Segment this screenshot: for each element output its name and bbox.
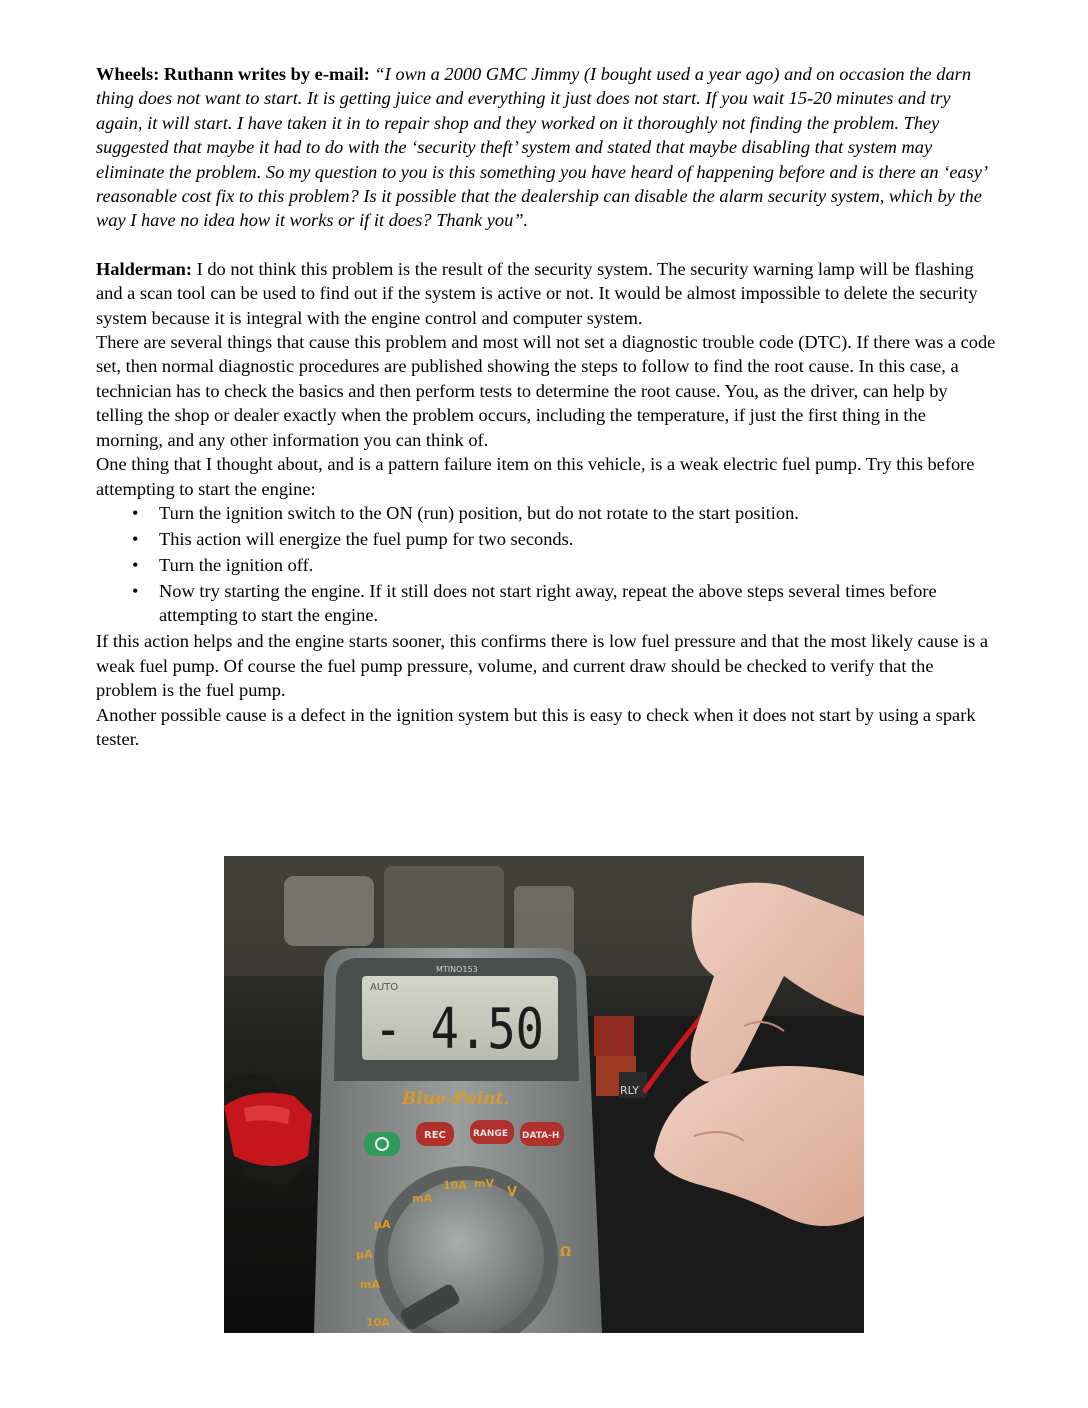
dial-label: µA bbox=[356, 1248, 373, 1261]
bullet-icon: • bbox=[132, 528, 139, 549]
rec-button-label: REC bbox=[424, 1130, 446, 1141]
answer-paragraph-4: If this action helps and the engine starts sooner, this confirms there is low fuel pressure and that the most likely cause is a weak fuel pump. Of course the fuel pump pressure, volume, and current draw should be checked to verify that the problem is the fuel pump. bbox=[96, 631, 989, 701]
dial-label: mV bbox=[474, 1177, 494, 1190]
answer-text-1: I do not think this problem is the result of the security system. The security warning lamp will be flashing and a scan tool can be used to find out if the system is active or not. It would be almost impossible to delete the security system because it is integral with the engine control and computer system. bbox=[96, 258, 978, 328]
list-item-text: Turn the ignition switch to the ON (run) position, but do not rotate to the start position. bbox=[159, 502, 799, 523]
steps-list bbox=[96, 501, 996, 629]
dial-label: 10A bbox=[366, 1316, 390, 1329]
battery-terminal-cap bbox=[224, 1093, 312, 1166]
fuse bbox=[594, 1016, 634, 1056]
bullet-icon: • bbox=[132, 554, 139, 575]
lcd-reading: - 4.50 bbox=[374, 997, 544, 1062]
list-item-text: Turn the ignition off. bbox=[159, 554, 314, 575]
multimeter-photo-illustration bbox=[224, 856, 864, 1333]
meter-model-label: MTINO153 bbox=[436, 965, 478, 974]
question-paragraph bbox=[96, 62, 996, 233]
reservoir bbox=[284, 876, 374, 946]
list-item-text: This action will energize the fuel pump for two seconds. bbox=[159, 528, 574, 549]
range-button-label: RANGE bbox=[473, 1129, 508, 1139]
dial-label: Ω bbox=[560, 1245, 572, 1260]
data-hold-button-label: DATA-H bbox=[522, 1131, 560, 1141]
power-button bbox=[364, 1132, 400, 1156]
list-item bbox=[96, 501, 996, 527]
dial-label: µA bbox=[374, 1218, 391, 1231]
dial-label: 10A bbox=[443, 1179, 467, 1192]
bullet-icon: • bbox=[132, 502, 139, 523]
answer-paragraph-3: One thing that I thought about, and is a pattern failure item on this vehicle, is a weak electric fuel pump. Try this before attempting to start the engine: bbox=[96, 454, 975, 499]
answer-lead: Halderman: bbox=[96, 258, 193, 279]
engine-component bbox=[514, 886, 574, 956]
bullet-icon: • bbox=[132, 580, 139, 601]
answer-paragraph-5: Another possible cause is a defect in the ignition system but this is easy to check when it does not start by using a spark tester. bbox=[96, 704, 976, 749]
question-text: “I own a 2000 GMC Jimmy (I bought used a year ago) and on occasion the darn thing does not want to start. It is getting juice and everything it just does not start. If you wait 15-20 minutes and try again, it will start. I have taken it in to repair shop and they worked on it thoroughly not finding the problem. They suggested that maybe it had to do with the ‘security theft’ system and stated that maybe disabling that system may eliminate the problem. So my question to you is this something you have heard of happening before and is there an ‘easy’ reasonable cost fix to this problem? Is it possible that the dealership can disable the alarm security system, which by the way I have no idea how it works or if it does? Thank you”. bbox=[96, 64, 987, 231]
dial-label: mA bbox=[412, 1192, 432, 1205]
list-item bbox=[96, 553, 996, 579]
list-item bbox=[96, 527, 996, 553]
answer-paragraph-2: There are several things that cause this problem and most will not set a diagnostic trouble code (DTC). If there was a code set, then normal diagnostic procedures are published showing the steps to follow to find the root cause. In this case, a technician has to check the basics and then perform tests to determine the root cause. You, as the driver, can help by telling the shop or dealer exactly when the problem occurs, including the temperature, if just the first thing in the morning, and any other information you can think of. bbox=[96, 332, 996, 450]
answer-paragraph-1 bbox=[96, 257, 996, 330]
list-item bbox=[96, 579, 996, 629]
list-item-text: Now try starting the engine. If it still does not start right away, repeat the above steps several times before attempting to start the engine. bbox=[159, 580, 937, 626]
meter-brand: Blue-Point. bbox=[402, 1089, 510, 1109]
dial-label: mA bbox=[360, 1278, 380, 1291]
article bbox=[96, 62, 996, 751]
question-lead: Wheels: Ruthann writes by e-mail: bbox=[96, 64, 370, 84]
multimeter-photo bbox=[224, 856, 864, 1333]
relay-label: RLY bbox=[620, 1084, 640, 1097]
paragraph-gap bbox=[96, 233, 996, 257]
engine-component bbox=[384, 866, 504, 956]
dial-label: V bbox=[507, 1185, 518, 1200]
lcd-mode-label: AUTO bbox=[370, 982, 399, 993]
